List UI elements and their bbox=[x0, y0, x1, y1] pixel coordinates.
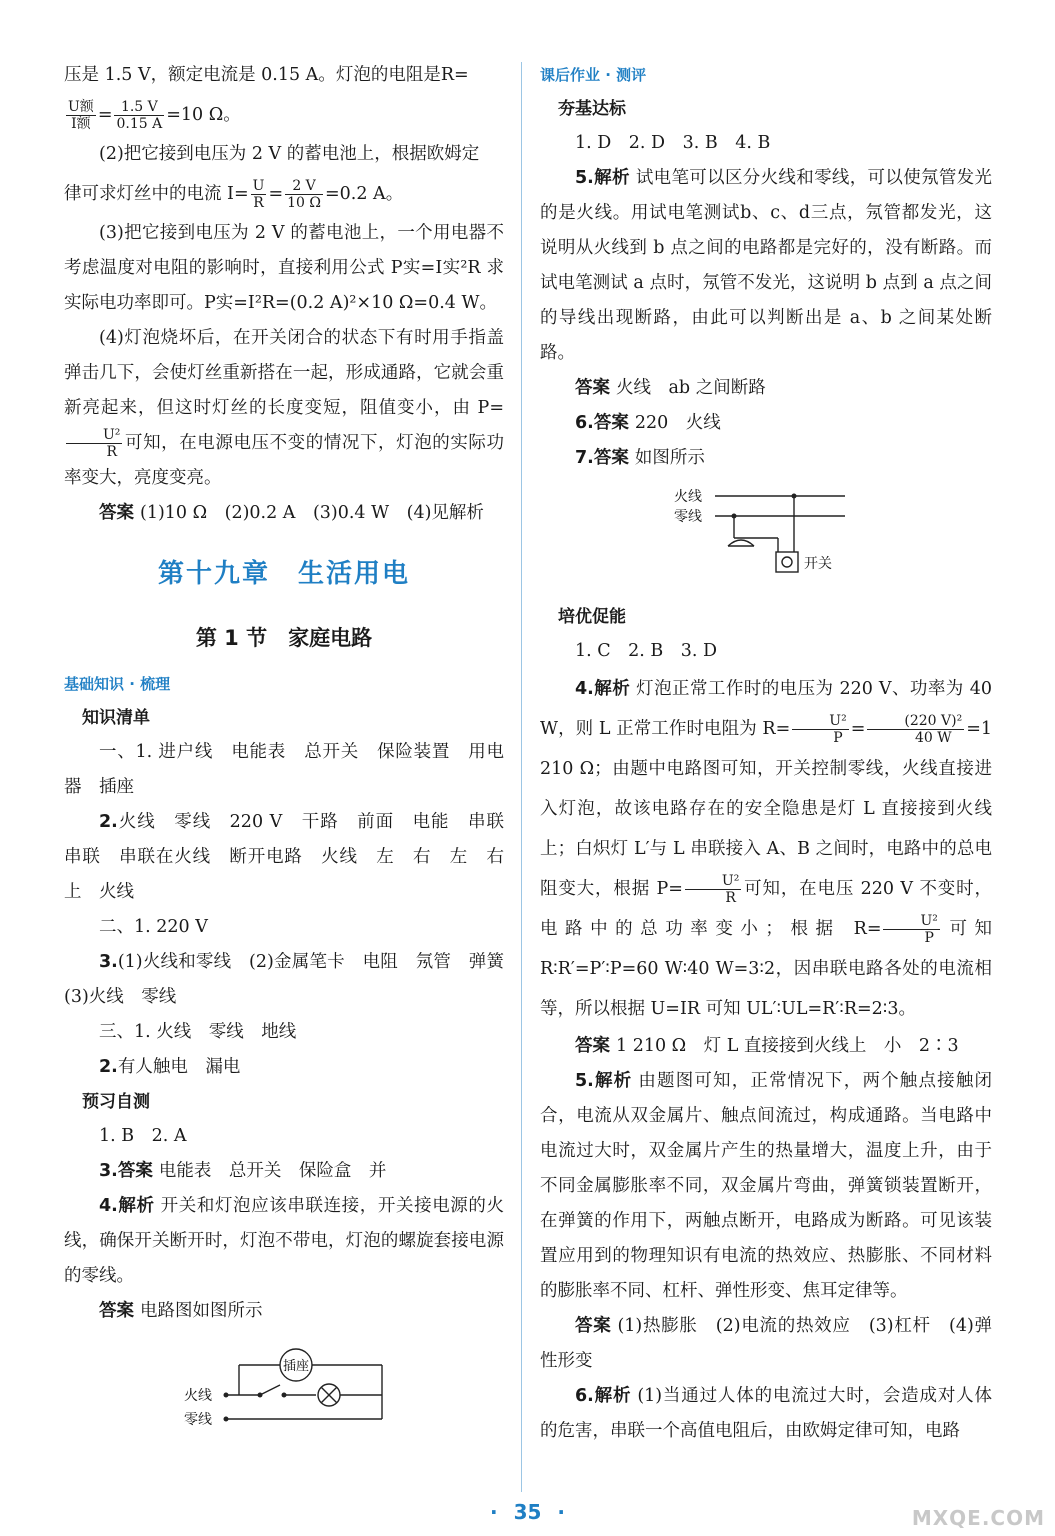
column-divider bbox=[521, 62, 522, 1492]
fraction: $\frac{\text{U²}}{P}$ bbox=[792, 713, 848, 746]
fraction: $\frac{\text{U²}}{R}$ bbox=[66, 427, 122, 460]
watermark: MXQE.COM bbox=[911, 1506, 1045, 1530]
dot-icon: · bbox=[557, 1500, 566, 1524]
paragraph: (2)把它接到电压为 2 V 的蓄电池上，根据欧姆定 bbox=[99, 144, 480, 164]
fraction: $\frac{\text{U额}}{\text{I额}}$ bbox=[68, 99, 94, 132]
switch-symbol bbox=[260, 1385, 280, 1395]
paragraph: 5.解析 由题图可知，正常情况下，两个触点接触闭合，电流从双金属片、触点间流过，构成通路。当电路中电流过大时，双金属片产生的热量增大，温度上升，由于不同金属膨胀率不同，双金属片弯曲，弹簧锁装置断开，在弹簧的作用下，两触点断开，电路成为断路。可见该装置应用到的物理知识有电流的热效应、热膨胀、不同材料的膨胀率不同、杠杆、弹性形变、焦耳定律等。 bbox=[540, 1071, 993, 1301]
neutral-wire-label: 零线 bbox=[184, 1412, 212, 1428]
paragraph: 1. D 2. D 3. B 4. B bbox=[575, 133, 771, 153]
paragraph: 4.解析 开关和灯泡应该串联连接，开关接电源的火线，确保开关断开时，灯泡不带电，灯泡的螺旋套接电源的零线。 bbox=[64, 1196, 505, 1286]
subheading: 夯基达标 bbox=[558, 99, 626, 119]
paragraph: 2.火线 零线 220 V 干路 前面 电能 串联 串联 串联在火线 断开电路 火线 左 右 左 右 上 火线 bbox=[64, 812, 522, 902]
answer-line: 答案 火线 ab 之间断路 bbox=[575, 378, 766, 398]
terminal-dot bbox=[282, 1393, 287, 1398]
answer-line: 答案 电路图如图所示 bbox=[99, 1301, 263, 1321]
paragraph: 三、1. 火线 零线 地线 bbox=[99, 1022, 297, 1042]
fraction: $\frac{\text{(220 V)²}}{40 W}$ bbox=[867, 713, 964, 746]
paragraph: 1. B 2. A bbox=[99, 1126, 187, 1146]
equation-resistance: $\frac{\text{U额}}{\text{I额}}$ = $\frac{1.5 V}{0.15 A}$ =10 Ω。 bbox=[68, 99, 241, 132]
terminal-dot bbox=[258, 1393, 263, 1398]
left-column bbox=[64, 58, 522, 1439]
terminal-dot bbox=[224, 1417, 229, 1422]
section-tag: 课后作业 · 测评 bbox=[540, 66, 647, 84]
paragraph: 3.(1)火线和零线 (2)金属笔卡 电阻 氖管 弹簧 (3)火线 零线 bbox=[64, 952, 522, 1007]
paragraph: 2.有人触电 漏电 bbox=[99, 1057, 241, 1077]
fraction: $\frac{U}{R}$ bbox=[252, 178, 265, 211]
paragraph: (3)把它接到电压为 2 V 的蓄电池上，一个用电器不考虑温度对电阻的影响时，直接利用公式 P实=I实²R 求实际电功率即可。P实=I²R=(0.2 A)²×10 Ω=0.4 W。 bbox=[64, 223, 504, 313]
junction-dot bbox=[792, 494, 797, 499]
fraction: $\frac{1.5 V}{0.15 A}$ bbox=[116, 99, 163, 132]
paragraph: 6.解析 (1)当通过人体的电流过大时，会造成对人体的危害，串联一个高值电阻后，由欧姆定律可知，电路 bbox=[540, 1386, 992, 1441]
answer-line: 6.答案 220 火线 bbox=[575, 413, 721, 433]
answer-line: 7.答案 如图所示 bbox=[575, 448, 705, 468]
paragraph: 4.解析 灯泡正常工作时的电压为 220 V、功率为 40 W，则 L 正常工作时电阻为 R= $\frac{\text{U²}}{P}$ = $\frac{\text{(220 V)²}}{40 W}$ =1 210 Ω；由题中电路图可知，开关控制零线，火线直接进入灯泡，故该电路存在的安全隐患是灯 L 直接接到火线上；白炽灯 L′与 L 串联接入 A、B 之间时，电路中的总电阻变大，根据 P= $\frac{\text{U²}}{R}$ 可知，在电压 220 V 不变时，电路中的总功率变小；根据 R= $\frac{\text{U²}}{P}$ 可知 R∶R′=P′∶P=60 W∶40 W=3∶2，因串联电路各处的电流相等，所以根据 U=IR 可知 UL′∶UL=R′∶R=2∶3。 bbox=[540, 679, 993, 1019]
fraction: $\frac{2 V}{10 \Omega}$ bbox=[287, 178, 321, 211]
answer-line: 3.答案 电能表 总开关 保险盒 并 bbox=[99, 1161, 387, 1181]
lamp-symbol bbox=[728, 540, 754, 546]
neutral-wire-label: 零线 bbox=[674, 509, 702, 525]
circuit-diagram-1 bbox=[64, 1329, 504, 1439]
subheading: 培优促能 bbox=[558, 607, 626, 627]
live-wire-label: 火线 bbox=[184, 1388, 212, 1404]
answer-line: 答案 (1)10 Ω (2)0.2 A (3)0.4 W (4)见解析 bbox=[99, 503, 484, 523]
fraction: $\frac{\text{U²}}{R}$ bbox=[685, 873, 741, 906]
section-tag: 基础知识 · 梳理 bbox=[64, 675, 171, 693]
subheading: 预习自测 bbox=[82, 1092, 150, 1112]
section-title: 第 1 节 家庭电路 bbox=[195, 626, 373, 650]
right-column bbox=[540, 58, 992, 1449]
paragraph: 压是 1.5 V，额定电流是 0.15 A。灯泡的电阻是R= bbox=[64, 65, 469, 85]
paragraph: 1. C 2. B 3. D bbox=[575, 641, 718, 661]
junction-dot bbox=[732, 514, 737, 519]
subheading: 知识清单 bbox=[82, 708, 150, 728]
switch-box bbox=[776, 552, 798, 572]
circuit-diagram-2 bbox=[540, 476, 992, 600]
answer-line: 答案 (1)热膨胀 (2)电流的热效应 (3)杠杆 (4)弹性形变 bbox=[540, 1316, 993, 1371]
equation-current: 律可求灯丝中的电流 I= $\frac{U}{R}$ = $\frac{2 V}{10 \Omega}$ =0.2 A。 bbox=[64, 178, 404, 211]
paragraph: 一、1. 进户线 电能表 总开关 保险装置 用电器 插座 bbox=[64, 742, 504, 797]
chapter-title: 第十九章 生活用电 bbox=[157, 559, 410, 589]
paragraph: 5.解析 试电笔可以区分火线和零线，可以使氖管发光的是火线。用试电笔测试b、c、d三点，氖管都发光，这说明从火线到 b 点之间的电路都是完好的，没有断路。而试电笔测试 a 点时，氖管不发光，这说明 b 点到 a 点之间的导线出现断路，由此可以判断出是 a、b 之间某处断路。 bbox=[540, 168, 993, 363]
paragraph: 二、1. 220 V bbox=[99, 917, 208, 937]
fraction: $\frac{\text{U²}}{P}$ bbox=[883, 913, 939, 946]
socket-label: 插座 bbox=[282, 1359, 310, 1374]
terminal-dot bbox=[224, 1393, 229, 1398]
switch-label: 开关 bbox=[804, 556, 832, 572]
answer-line: 答案 1 210 Ω 灯 L 直接接到火线上 小 2∶3 bbox=[575, 1036, 959, 1056]
live-wire-label: 火线 bbox=[674, 489, 702, 505]
paragraph: (4)灯泡烧坏后，在开关闭合的状态下有时用手指盖弹击几下，会使灯丝重新搭在一起，形成通路，它就会重新亮起来，但这时灯丝的长度变短，阻值变小，由 P= $\frac{\text{U²}}{R}$ 可知，在电源电压不变的情况下，灯泡的实际功率变大，亮度变亮。 bbox=[64, 328, 504, 488]
page-number: · 35 · bbox=[489, 1500, 566, 1524]
dot-icon: · bbox=[489, 1500, 498, 1524]
